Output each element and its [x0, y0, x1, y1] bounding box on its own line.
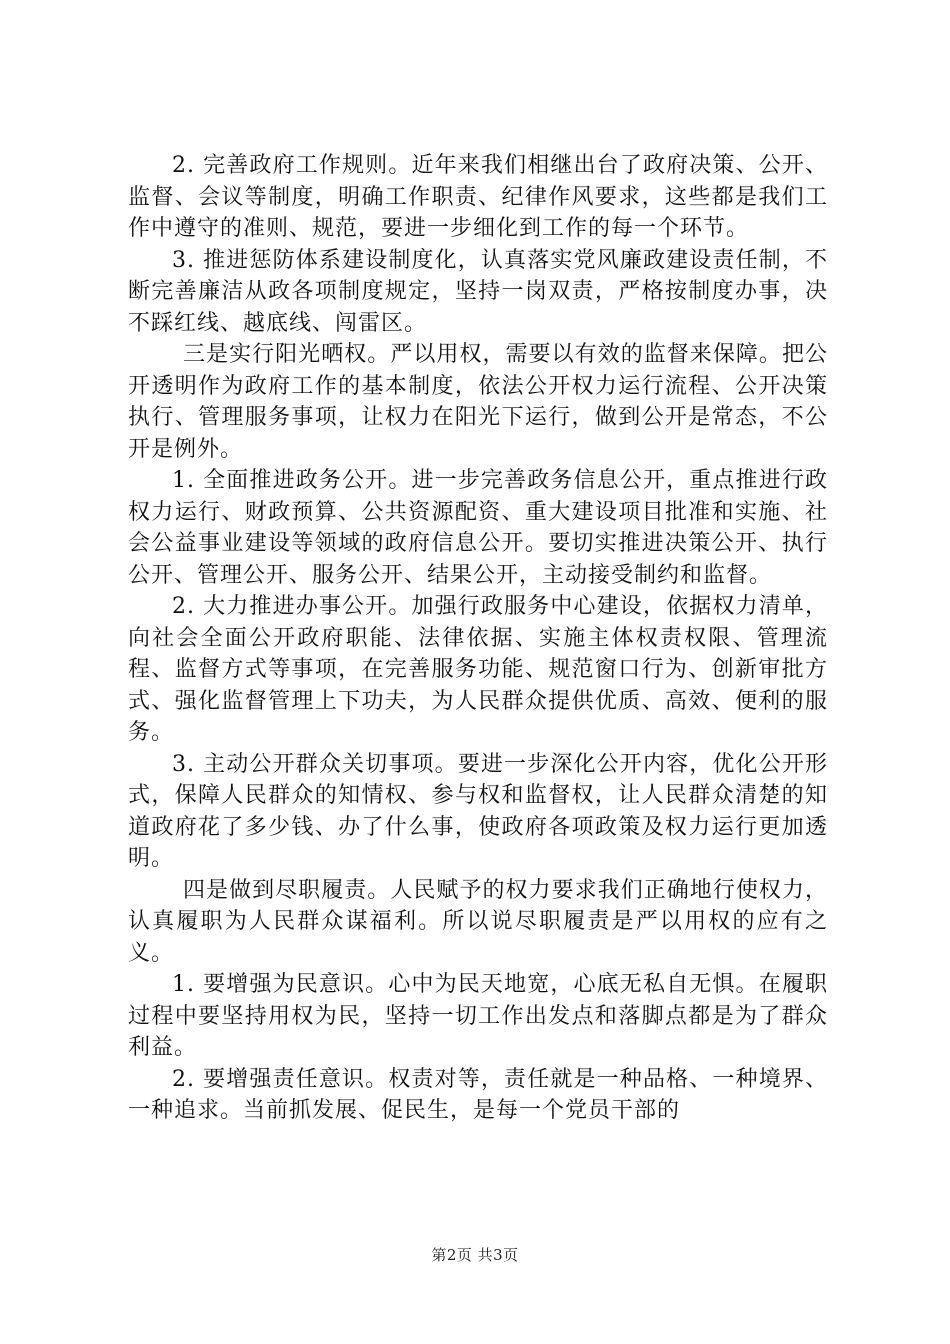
- paragraph-public-concerns: 3. 主动公开群众关切事项。要进一步深化公开内容，优化公开形式，保障人民群众的知情权、参与权和监督权，让人民群众清楚的知道政府花了多少钱、办了什么事，使政府各项政策及权力运行更加透明。: [128, 751, 828, 871]
- paragraph-affairs-handling: 2. 大力推进办事公开。加强行政服务中心建设，依据权力清单，向社会全面公开政府职能、法律依据、实施主体权责权限、管理流程、监督方式等事项，在完善服务功能、规范窗口行为、创新审批方式、强化监督管理上下功夫，为人民群众提供优质、高效、便利的服务。: [128, 594, 828, 745]
- paragraph-work-rules: 2. 完善政府工作规则。近年来我们相继出台了政府决策、公开、监督、会议等制度，明确工作职责、纪律作风要求，这些都是我们工作中遵守的准则、规范，要进一步细化到工作的每一个环节。: [128, 153, 828, 241]
- paragraph-responsibility-awareness: 2. 要增强责任意识。权责对等，责任就是一种品格、一种境界、一种追求。当前抓发展、促民生，是每一个党员干部的: [128, 1066, 828, 1123]
- paragraph-people-awareness: 1. 要增强为民意识。心中为民天地宽，心底无私自无惧。在履职过程中要坚持用权为民，坚持一切工作出发点和落脚点都是为了群众利益。: [128, 972, 828, 1060]
- paragraph-duty-fulfillment: 四是做到尽职履责。人民赋予的权力要求我们正确地行使权力，认真履职为人民群众谋福利。所以说尽职履责是严以用权的应有之义。: [128, 877, 828, 966]
- page-footer: 第2页 共3页: [431, 1246, 519, 1264]
- document-body: [128, 150, 828, 1127]
- paragraph-anti-corruption: 3. 推进惩防体系建设制度化，认真落实党风廉政建设责任制，不断完善廉洁从政各项制度规定，坚持一岗双责，严格按制度办事，决不踩红线、越底线、闯雷区。: [128, 247, 828, 336]
- paragraph-government-affairs: 1. 全面推进政务公开。进一步完善政务信息公开，重点推进行政权力运行、财政预算、公共资源配资、重大建设项目批准和实施、社会公益事业建设等领域的政府信息公开。要切实推进决策公开、执行公开、管理公开、服务公开、结果公开，主动接受制约和监督。: [128, 468, 828, 588]
- paragraph-sunshine-power: 三是实行阳光晒权。严以用权，需要以有效的监督来保障。把公开透明作为政府工作的基本制度，依法公开权力运行流程、公开决策执行、管理服务事项，让权力在阳光下运行，做到公开是常态，不公开是例外。: [128, 342, 828, 462]
